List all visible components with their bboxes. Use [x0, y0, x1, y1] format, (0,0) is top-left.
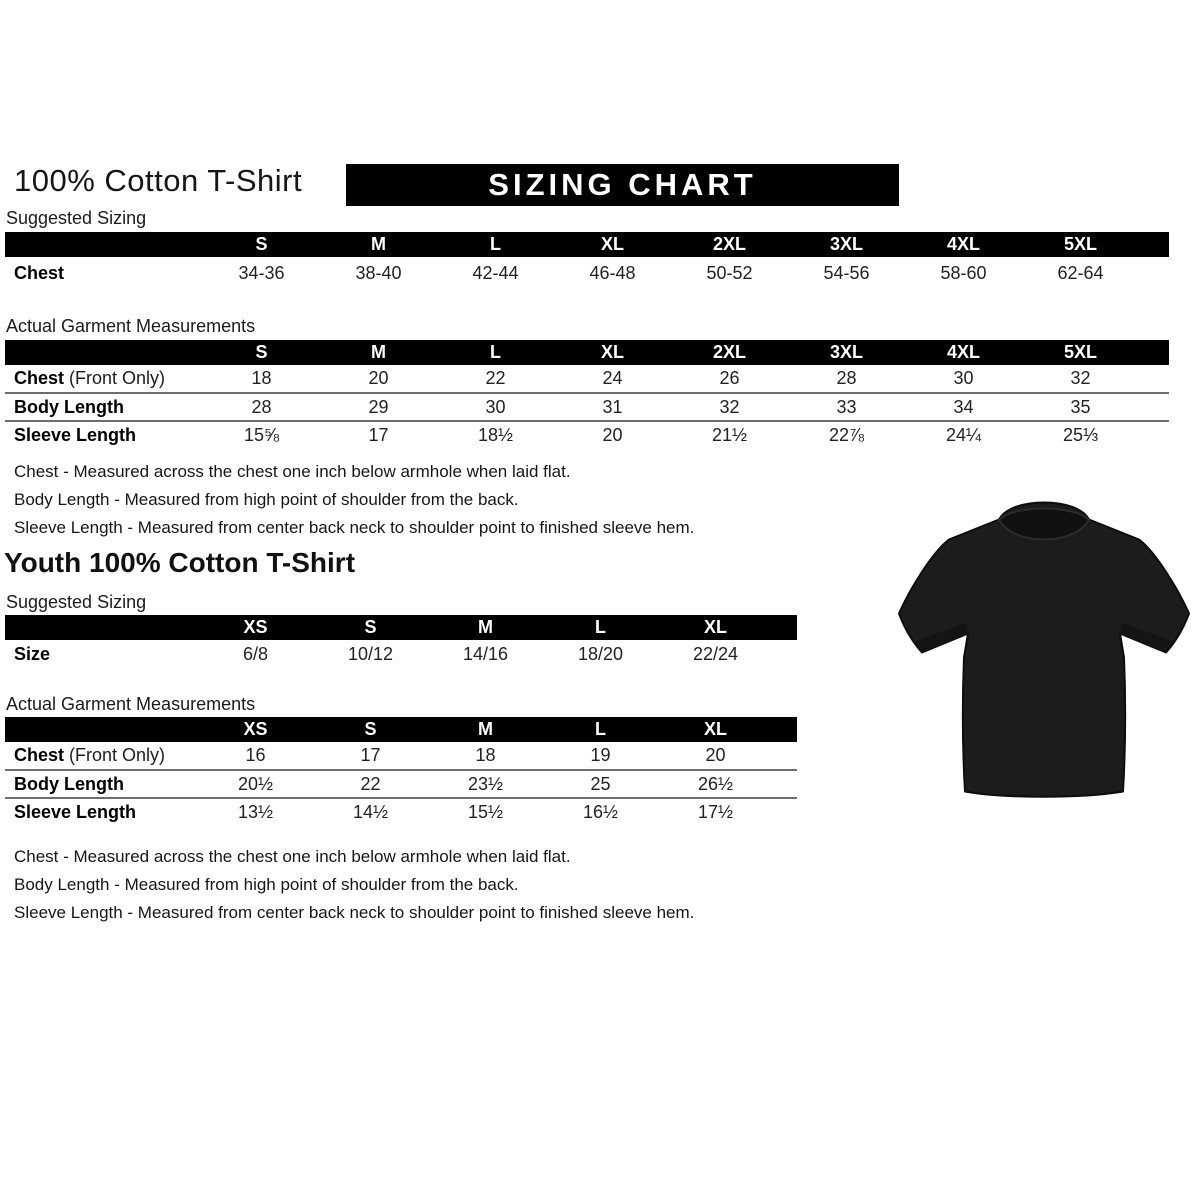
row-label [5, 365, 203, 393]
value-cell: 22 [313, 770, 428, 798]
size-header-cell: M [428, 615, 543, 640]
size-header-cell: 5XL [1022, 232, 1139, 257]
size-header-cell: XS [198, 717, 313, 742]
value-cell: 21½ [671, 421, 788, 449]
size-header-cell: S [203, 232, 320, 257]
value-cell: 17 [320, 421, 437, 449]
value-cell: 18 [475, 745, 496, 765]
spacer-cell [1139, 421, 1169, 449]
value-cell: 18 [251, 368, 272, 388]
value-cell: 42-44 [472, 263, 519, 283]
size-header-cell: M [428, 717, 543, 742]
value-cell: 18/20 [577, 644, 624, 664]
note-line: Body Length - Measured from high point of shoulder from the back. [14, 490, 519, 509]
size-header-cell: M [320, 340, 437, 365]
youth-section-title: Youth 100% Cotton T-Shirt [4, 547, 356, 578]
size-header-cell: L [543, 615, 658, 640]
spacer-cell [773, 770, 797, 798]
value-cell: 6/8 [242, 644, 269, 664]
spacer-cell [773, 615, 797, 640]
size-header-row [5, 340, 1169, 365]
value-cell: 28 [203, 393, 320, 421]
value-cell: 30 [953, 368, 974, 388]
size-header-cell: 2XL [671, 340, 788, 365]
page-title: 100% Cotton T-Shirt [14, 163, 303, 198]
value-cell: 15½ [428, 798, 543, 826]
row-label: Body Length [5, 393, 203, 421]
value-cell: 32 [1070, 368, 1091, 388]
black-tshirt-image [893, 495, 1195, 801]
value-cell: 22 [485, 368, 506, 388]
value-cell: 28 [836, 368, 857, 388]
adult-suggested-sizing-heading: Suggested Sizing [6, 208, 147, 228]
size-header-cell: L [437, 232, 554, 257]
value-cell: 33 [788, 393, 905, 421]
row-label-text: Chest [14, 745, 65, 765]
youth-suggested-sizing-heading: Suggested Sizing [6, 592, 147, 612]
youth-actual-measurements-heading: Actual Garment Measurements [6, 694, 256, 714]
adult-suggested-sizing-table [5, 232, 1169, 290]
spacer-cell [773, 640, 797, 669]
value-cell: 32 [671, 393, 788, 421]
value-cell: 31 [554, 393, 671, 421]
youth-suggested-sizing-table [5, 615, 797, 669]
adult-actual-measurements-table [5, 340, 1169, 449]
youth-actual-measurements-table [5, 717, 797, 826]
spacer-cell [773, 742, 797, 770]
value-cell: 19 [590, 745, 611, 765]
value-cell: 24¼ [905, 421, 1022, 449]
value-cell: 26½ [658, 770, 773, 798]
spacer-cell [5, 340, 203, 365]
row-label: Sleeve Length [5, 421, 203, 449]
table-row-sleeve-length [5, 421, 1169, 449]
value-cell: 30 [437, 393, 554, 421]
row-label-text: Chest [14, 368, 65, 388]
row-label-suffix: (Front Only) [64, 745, 166, 765]
size-header-cell: 3XL [788, 232, 905, 257]
value-cell: 20 [368, 368, 389, 388]
size-header-row [5, 717, 797, 742]
size-header-cell: XS [198, 615, 313, 640]
value-cell: 50-52 [706, 263, 753, 283]
value-cell: 34 [905, 393, 1022, 421]
value-cell: 16 [245, 745, 266, 765]
value-cell: 38-40 [355, 263, 402, 283]
note-line: Sleeve Length - Measured from center back neck to shoulder point to finished sleeve hem. [14, 903, 695, 922]
value-cell: 14½ [313, 798, 428, 826]
size-header-cell: XL [658, 615, 773, 640]
sizing-chart-banner [346, 164, 899, 206]
value-cell: 17½ [658, 798, 773, 826]
spacer-cell [5, 615, 198, 640]
value-cell: 22/24 [692, 644, 739, 664]
value-cell: 58-60 [940, 263, 987, 283]
row-label: Chest [14, 263, 65, 283]
size-header-cell: 5XL [1022, 340, 1139, 365]
value-cell: 16½ [543, 798, 658, 826]
size-header-cell: L [543, 717, 658, 742]
size-header-cell: S [313, 615, 428, 640]
spacer-cell [1139, 232, 1169, 257]
size-header-row [5, 232, 1169, 257]
value-cell: 15⅝ [203, 421, 320, 449]
table-row-chest [5, 742, 797, 770]
value-cell: 54-56 [823, 263, 870, 283]
tshirt-body [899, 503, 1189, 797]
table-row-sleeve-length [5, 798, 797, 826]
size-header-cell: S [203, 340, 320, 365]
spacer-cell [1139, 393, 1169, 421]
size-header-cell: XL [658, 717, 773, 742]
spacer-cell [5, 717, 198, 742]
value-cell: 18½ [437, 421, 554, 449]
value-cell: 24 [602, 368, 623, 388]
spacer-cell [773, 798, 797, 826]
size-header-row [5, 615, 797, 640]
size-header-cell: XL [554, 232, 671, 257]
spacer-cell [1139, 257, 1169, 290]
spacer-cell [1139, 365, 1169, 393]
value-cell: 22⅞ [788, 421, 905, 449]
spacer-cell [5, 232, 203, 257]
size-header-cell: L [437, 340, 554, 365]
value-cell: 23½ [428, 770, 543, 798]
size-header-cell: M [320, 232, 437, 257]
table-row-size [5, 640, 797, 669]
note-line: Chest - Measured across the chest one inch below armhole when laid flat. [14, 462, 571, 481]
value-cell: 25⅓ [1022, 421, 1139, 449]
value-cell: 20 [705, 745, 726, 765]
value-cell: 17 [360, 745, 381, 765]
size-header-cell: 4XL [905, 340, 1022, 365]
row-label: Body Length [5, 770, 198, 798]
value-cell: 25 [543, 770, 658, 798]
adult-measurement-notes [14, 458, 694, 542]
value-cell: 20½ [198, 770, 313, 798]
row-label-suffix: (Front Only) [64, 368, 166, 388]
value-cell: 35 [1022, 393, 1139, 421]
value-cell: 34-36 [238, 263, 285, 283]
size-header-cell: S [313, 717, 428, 742]
size-header-cell: 4XL [905, 232, 1022, 257]
table-row [5, 257, 1169, 290]
value-cell: 26 [719, 368, 740, 388]
value-cell: 13½ [198, 798, 313, 826]
sizing-chart-banner-label: SIZING CHART [488, 167, 757, 202]
youth-measurement-notes [14, 843, 694, 927]
row-label: Sleeve Length [5, 798, 198, 826]
size-header-cell: 3XL [788, 340, 905, 365]
table-row-chest [5, 365, 1169, 393]
row-label: Size [14, 644, 51, 664]
value-cell: 62-64 [1057, 263, 1104, 283]
spacer-cell [1139, 340, 1169, 365]
value-cell: 20 [554, 421, 671, 449]
adult-actual-measurements-heading: Actual Garment Measurements [6, 316, 256, 336]
row-label [5, 742, 198, 770]
value-cell: 10/12 [347, 644, 394, 664]
note-line: Body Length - Measured from high point of shoulder from the back. [14, 875, 519, 894]
table-row-body-length [5, 393, 1169, 421]
table-row-body-length [5, 770, 797, 798]
note-line: Chest - Measured across the chest one inch below armhole when laid flat. [14, 847, 571, 866]
spacer-cell [773, 717, 797, 742]
size-header-cell: 2XL [671, 232, 788, 257]
value-cell: 29 [320, 393, 437, 421]
value-cell: 14/16 [462, 644, 509, 664]
value-cell: 46-48 [589, 263, 636, 283]
note-line: Sleeve Length - Measured from center back neck to shoulder point to finished sleeve hem. [14, 518, 695, 537]
size-header-cell: XL [554, 340, 671, 365]
